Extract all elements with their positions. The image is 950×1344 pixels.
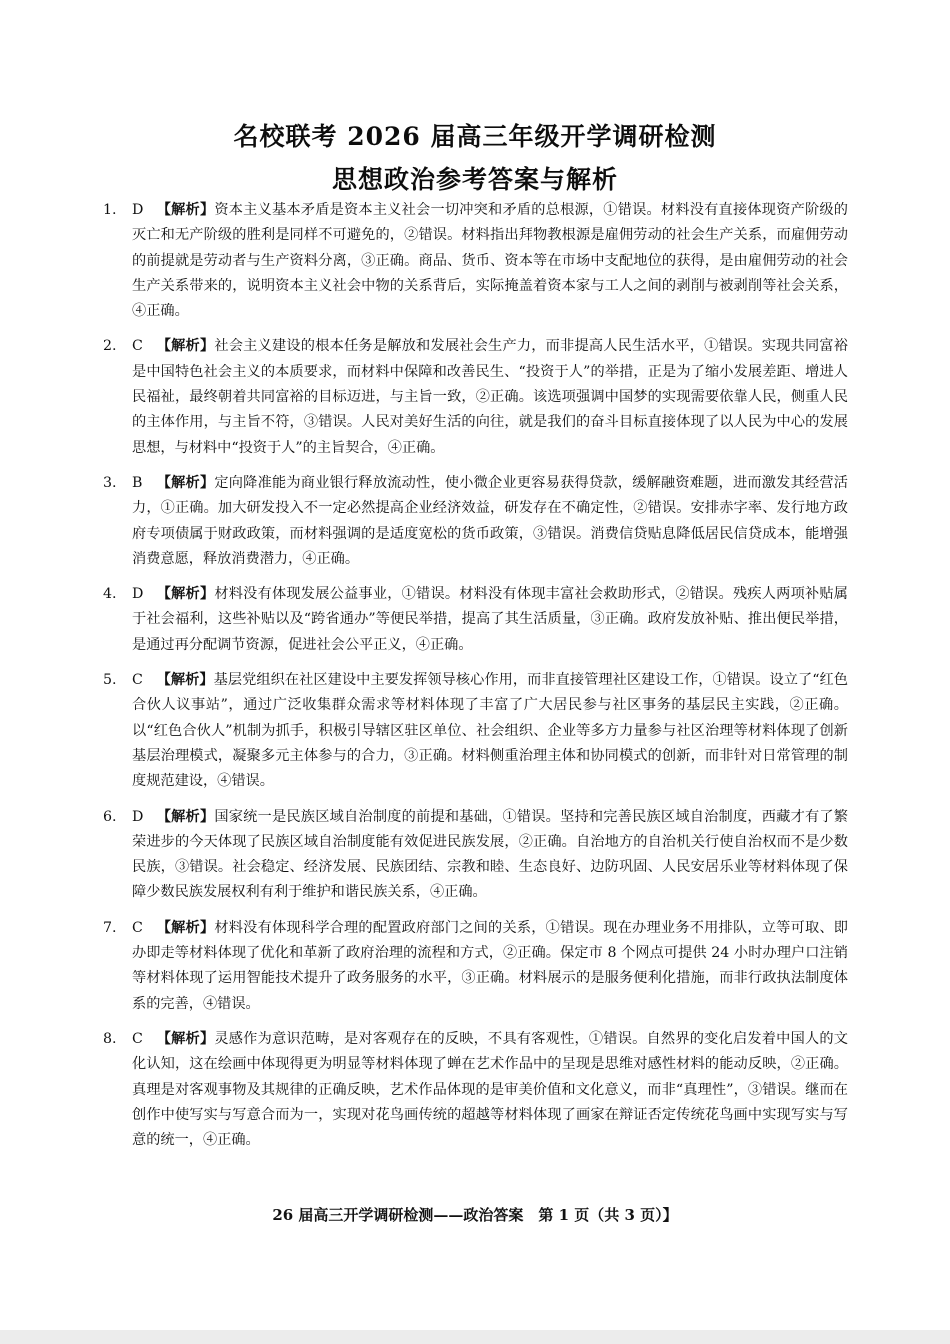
question-number: 8. [103,1030,117,1047]
analysis-tag: 【解析】 [156,919,215,936]
analysis-tag: 【解析】 [156,808,215,825]
answer-letter: D [132,808,144,825]
answer-letter: C [132,919,143,936]
answer-letter: C [132,338,143,355]
answer-letter: B [132,474,143,491]
analysis-text: 基层党组织在社区建设中主要发挥领导核心作用，而非直接管理社区建设工作，①错误。设立了“红色合伙人议事站”，通过广泛收集群众需求等材料体现了丰富了广大居民参与社区事务的基层民主实践，②正确。以“红色合伙人”机制为抓手，积极引导辖区驻区单位、社会组织、企业等多方力量参与社区治理等材料体现了创新基层治理模式，凝聚多元主体参与的合力，③正确。材料侧重治理主体和协同模式的创新，而非针对日常管理的制度规范建设，④错误。 [132,672,848,790]
answer-item-4 [103,582,848,658]
analysis-tag: 【解析】 [156,1030,215,1047]
answer-item-7 [103,916,848,1017]
document-title: 名校联考 2026 届高三年级开学调研检测 [233,122,717,151]
question-number: 6. [103,808,117,825]
analysis-text: 材料没有体现发展公益事业，①错误。材料没有体现丰富社会救助形式，②错误。残疾人两项补贴属于社会福利，这些补贴以及“跨省通办”等便民举措，提高了其生活质量，③正确。政府发放补贴、推出便民举措，是通过再分配调节资源，促进社会公平正义，④正确。 [132,586,848,653]
analysis-text: 资本主义基本矛盾是资本主义社会一切冲突和矛盾的总根源，①错误。材料没有直接体现资产阶级的灭亡和无产阶级的胜利是同样不可避免的，②错误。材料指出拜物教根源是雇佣劳动的社会生产关系，而雇佣劳动的前提就是劳动者与生产资料分离，③正确。商品、货币、资本等在市场中支配地位的获得，是由雇佣劳动的社会生产关系带来的，说明资本主义社会中物的关系背后，实际掩盖着资本家与工人之间的剥削与被剥削等社会关系，④正确。 [132,202,848,320]
question-number: 3. [103,474,117,491]
analysis-tag: 【解析】 [156,586,215,603]
answer-item-1 [103,198,848,324]
answer-item-8 [103,1027,848,1153]
bottom-edge-bar [0,1330,950,1344]
analysis-tag: 【解析】 [156,474,215,491]
answer-letter: D [132,202,144,218]
analysis-text: 灵感作为意识范畴，是对客观存在的反映，不具有客观性，①错误。自然界的变化启发着中国人的文化认知，这在绘画中体现得更为明显等材料体现了蝉在艺术作品中的呈现是思维对感性材料的能动反映，②正确。真理是对客观事物及其规律的正确反映，艺术作品体现的是审美价值和文化意义，而非“真理性”，③错误。继而在创作中使写实与写意合而为一，实现对花鸟画传统的超越等材料体现了画家在辩证否定传统花鸟画中实现写实与写意的统一，④正确。 [132,1030,848,1149]
answer-letter: C [132,672,143,689]
analysis-tag: 【解析】 [156,672,214,689]
document-subtitle: 思想政治参考答案与解析 [331,165,618,194]
analysis-tag: 【解析】 [156,338,215,355]
question-number: 7. [103,919,117,936]
analysis-text: 定向降准能为商业银行释放流动性，使小微企业更容易获得贷款，缓解融资难题，进而激发其经营活力，①正确。加大研发投入不一定必然提高企业经济效益，研发存在不确定性，②错误。安排赤字率、发行地方政府专项债属于财政政策，而材料强调的是适度宽松的货币政策，③错误。消费信贷贴息降低居民信贷成本，能增强消费意愿，释放消费潜力，④正确。 [132,474,848,567]
answer-item-6 [103,805,848,906]
analysis-text: 材料没有体现科学合理的配置政府部门之间的关系，①错误。现在办理业务不用排队，立等可取、即办即走等材料体现了优化和革新了政府治理的流程和方式，②正确。保定市 8 个网点可提供 24 小时办理户口注销等材料体现了运用智能技术提升了政务服务的水平，③正确。材料展示的是服务便利化措施，而非行政执法制度体系的完善，④错误。 [132,919,848,1012]
answer-item-2 [103,334,848,460]
analysis-text: 国家统一是民族区域自治制度的前提和基础，①错误。坚持和完善民族区域自治制度，西藏才有了繁荣进步的今天体现了民族区域自治制度能有效促进民族发展，②正确。自治地方的自治机关行使自治权而不是少数民族，③错误。社会稳定、经济发展、民族团结、宗教和睦、生态良好、边防巩固、人民安居乐业等材料体现了保障少数民族发展权利有利于维护和谐民族关系，④正确。 [132,808,848,901]
analysis-text: 社会主义建设的根本任务是解放和发展社会生产力，而非提高人民生活水平，①错误。实现共同富裕是中国特色社会主义的本质要求，而材料中保障和改善民生、“投资于人”的举措，正是为了缩小发展差距、增进人民福祉，最终朝着共同富裕的目标迈进，与主旨一致，②正确。该选项强调中国梦的实现需要依靠人民，侧重人民的主体作用，与主旨不符，③错误。人民对美好生活的向往，就是我们的奋斗目标直接体现了以人民为中心的发展思想，与材料中“投资于人”的主旨契合，④正确。 [132,338,848,456]
question-number: 1. [103,202,117,218]
answer-letter: C [132,1030,143,1047]
answer-item-3 [103,471,848,572]
question-number: 5. [103,672,117,689]
answer-list [103,198,848,1153]
question-number: 4. [103,586,117,603]
answer-item-5 [103,668,848,794]
answer-letter: D [132,586,144,603]
question-number: 2. [103,338,117,355]
analysis-tag: 【解析】 [156,202,215,218]
page-footer: 26 届高三开学调研检测——政治答案 第 1 页（共 3 页）】 [272,1206,678,1224]
